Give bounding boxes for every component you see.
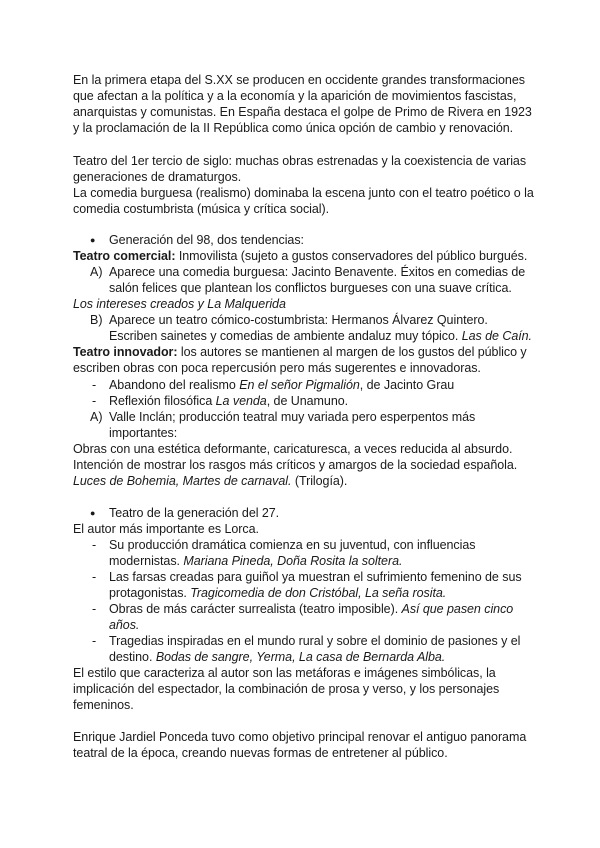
dash-marker: - [92, 538, 97, 552]
dash-marker: - [92, 378, 97, 392]
teatro-line-4: comedia costumbrista (música y crítica social). [73, 202, 330, 216]
lorca-item-4-line-1: Tragedias inspiradas en el mundo rural y sobre el dominio de pasiones y el [109, 634, 521, 648]
teatro-line-1: Teatro del 1er tercio de siglo: muchas obras estrenadas y la coexistencia de varias [73, 154, 527, 168]
lorca-item-2-line-1: Las farsas creadas para guiñol ya muestran el sufrimiento femenino de sus [109, 570, 522, 584]
estilo-line-2: implicación del espectador, la combinación de prosa y verso, y los personajes [73, 682, 500, 696]
obras-benavente: Los intereses creados y La Malquerida [73, 297, 286, 311]
list-marker-b: B) [90, 313, 103, 327]
jardiel-line-1: Enrique Jardiel Ponceda tuvo como objetivo principal renovar el antiguo panorama [73, 730, 527, 744]
gen98-heading: Generación del 98, dos tendencias: [109, 233, 304, 247]
esperpento-line-1: Obras con una estética deformante, caricaturesca, a veces reducida al absurdo. [73, 442, 513, 456]
teatro-line-2: generaciones de dramaturgos. [73, 170, 242, 184]
dash-item-1-pre: Abandono del realismo [109, 378, 240, 392]
esperpento-titles: Luces de Bohemia, Martes de carnaval. [73, 474, 292, 488]
jardiel-line-2: teatral de la época, creando nuevas formas de entretener al público. [73, 746, 448, 760]
lorca-item-4-line-2 [109, 649, 445, 665]
dash-item-2-title: La venda [215, 394, 267, 408]
item-a-line-2: salón felices que plantean los conflictos burgueses con una suave crítica. [109, 281, 512, 295]
bullet-icon: ● [90, 508, 96, 518]
teatro-comercial-text: Inmovilista (sujeto a gustos conservadores del público burgués. [175, 249, 528, 263]
valle-line-2: importantes: [109, 426, 178, 440]
list-marker-a-2: A) [90, 410, 103, 424]
item-b-line-2 [109, 328, 532, 344]
intro-line-3: anarquistas y comunistas. En España destaca el golpe de Primo de Rivera en 1923 [73, 105, 532, 119]
esperpento-line-2: Intención de mostrar los rasgos más críticos y amargos de la sociedad española. [73, 458, 518, 472]
lorca-item-1-line-1: Su producción dramática comienza en su juventud, con influencias [109, 538, 476, 552]
dash-item-2-post: , de Unamuno. [266, 394, 349, 408]
lorca-item-2-titles: Tragicomedia de don Cristóbal, La seña rosita. [190, 586, 447, 600]
intro-line-1: En la primera etapa del S.XX se producen en occidente grandes transformaciones [73, 73, 525, 87]
dash-marker: - [92, 394, 97, 408]
dash-item-1-post: , de Jacinto Grau [359, 378, 455, 392]
lorca-item-3-title-end: años. [109, 618, 140, 632]
gen27-heading: Teatro de la generación del 27. [109, 506, 280, 520]
item-b-text: Escriben sainetes y comedias de ambiente andaluz muy tópico. [109, 329, 462, 343]
esperpento-line-3 [73, 473, 347, 489]
dash-item-1 [109, 377, 454, 393]
dash-marker: - [92, 634, 97, 648]
dash-item-2-pre: Reflexión filosófica [109, 394, 216, 408]
dash-marker: - [92, 602, 97, 616]
teatro-comercial-line [73, 248, 527, 264]
lorca-item-2-pre: protagonistas. [109, 586, 191, 600]
lorca-item-3-line-2 [109, 617, 139, 633]
lorca-item-1-line-2 [109, 553, 402, 569]
intro-line-4: y la proclamación de la II República como única opción de cambio y renovación. [73, 121, 514, 135]
lorca-item-2-line-2 [109, 585, 446, 601]
item-a-line-1: Aparece una comedia burguesa: Jacinto Benavente. Éxitos en comedias de [109, 265, 526, 279]
teatro-innovador-text: los autores se mantienen al margen de los gustos del público y [177, 345, 527, 359]
teatro-comercial-label: Teatro comercial: [73, 249, 176, 263]
obras-benavente-line [73, 296, 286, 312]
estilo-line-1: El estilo que caracteriza al autor son las metáforas e imágenes simbólicas, la [73, 666, 496, 680]
bullet-icon: ● [90, 235, 96, 245]
item-b-line-1: Aparece un teatro cómico-costumbrista: Hermanos Álvarez Quintero. [109, 313, 488, 327]
teatro-innovador-label: Teatro innovador: [73, 345, 178, 359]
lorca-item-3-line-1 [109, 601, 513, 617]
dash-marker: - [92, 570, 97, 584]
estilo-line-3: femeninos. [73, 698, 134, 712]
lorca-item-1-pre: modernistas. [109, 554, 184, 568]
intro-line-2: que afectan a la política y a la economía y la aparición de movimientos fascistas, [73, 89, 517, 103]
teatro-innovador-line [73, 344, 527, 360]
item-b-title: Las de Caín. [461, 329, 532, 343]
lorca-item-4-titles: Bodas de sangre, Yerma, La casa de Bernarda Alba. [155, 650, 446, 664]
teatro-line-3: La comedia burguesa (realismo) dominaba la escena junto con el teatro poético o la [73, 186, 534, 200]
teatro-innovador-line-2: escriben obras con poca repercusión pero más sugerentes e innovadoras. [73, 361, 481, 375]
gen27-autor: El autor más importante es Lorca. [73, 522, 259, 536]
esperpento-trilogia: (Trilogía). [291, 474, 348, 488]
valle-line-1: Valle Inclán; producción teatral muy variada pero esperpentos más [109, 410, 476, 424]
lorca-item-3-pre: Obras de más carácter surrealista (teatro imposible). [109, 602, 402, 616]
list-marker-a: A) [90, 265, 103, 279]
lorca-item-3-title: Así que pasen cinco [401, 602, 514, 616]
dash-item-1-title: En el señor Pigmalión [239, 378, 360, 392]
dash-item-2 [109, 393, 348, 409]
lorca-item-1-titles: Mariana Pineda, Doña Rosita la soltera. [183, 554, 403, 568]
lorca-item-4-pre: destino. [109, 650, 156, 664]
